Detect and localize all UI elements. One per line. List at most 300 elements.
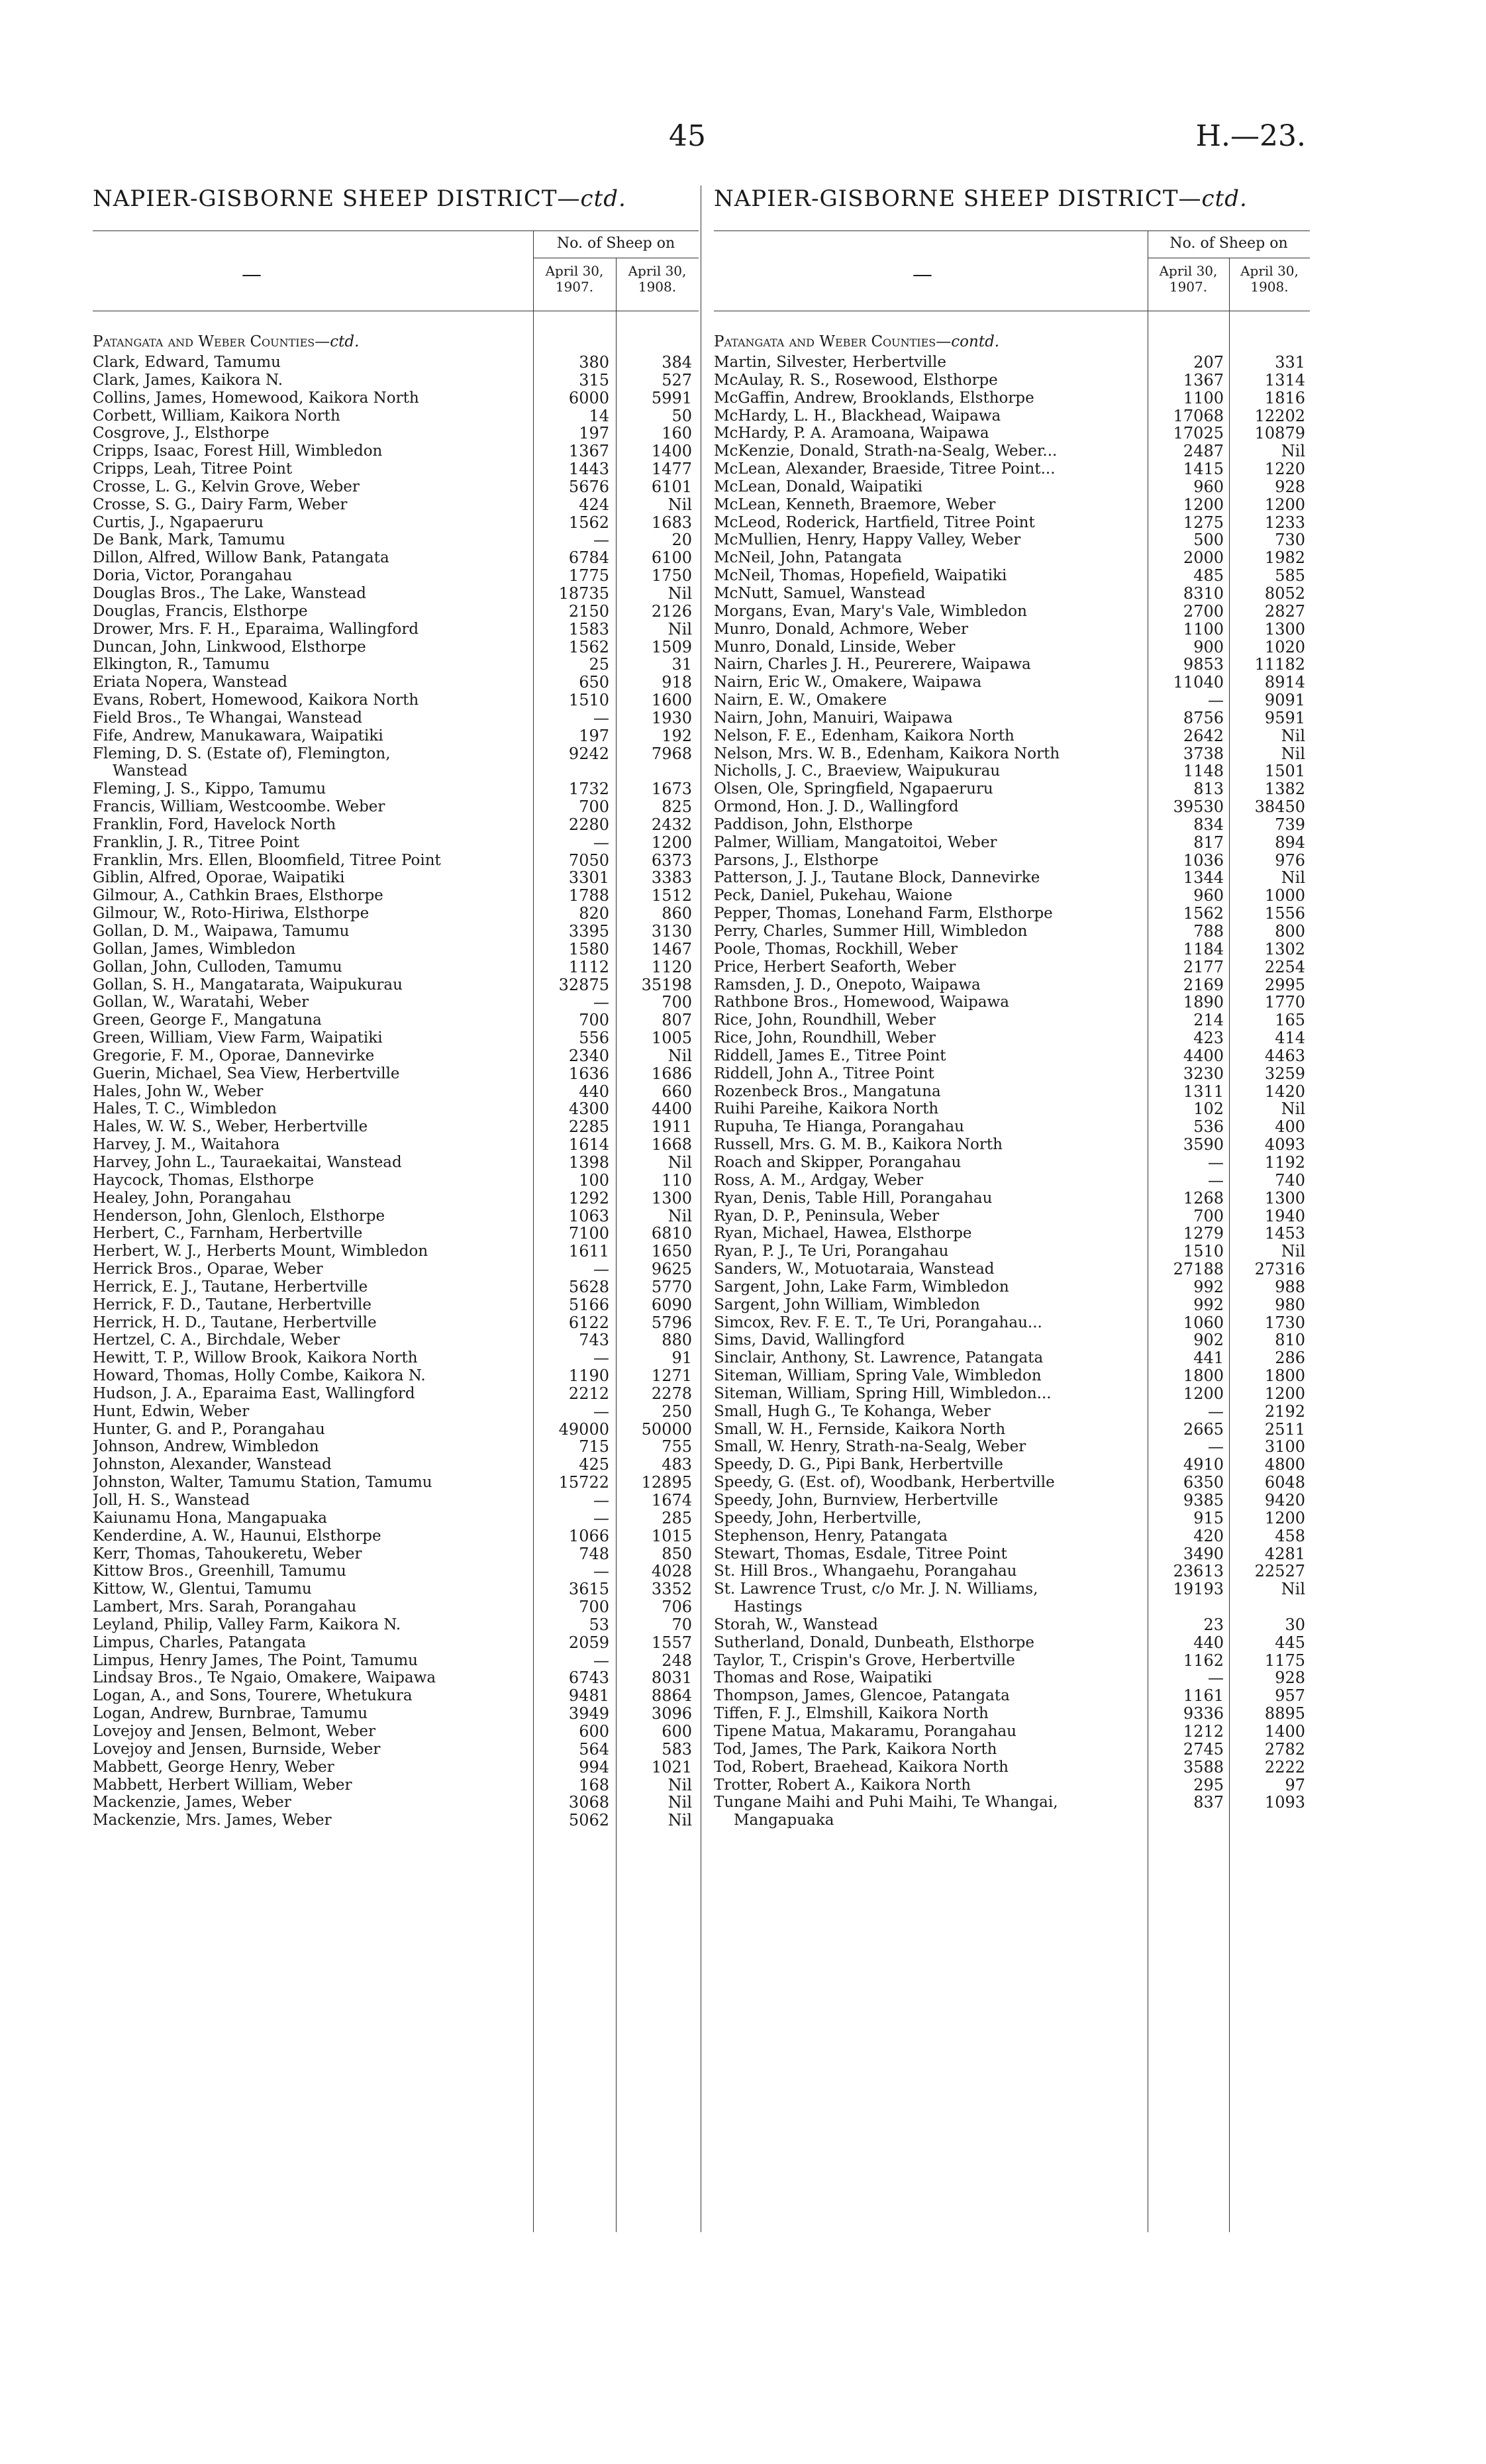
table-row	[714, 674, 1310, 692]
sheep-1907: 6000	[568, 388, 609, 407]
holder-name: Ryan, D. P., Peninsula, Weber	[714, 1207, 940, 1225]
holder-name: McHardy, L. H., Blackhead, Waipawa	[714, 407, 1001, 425]
sheep-1907: 1112	[568, 957, 609, 976]
sheep-1908: 1200	[651, 833, 692, 852]
sheep-1907: 992	[1193, 1295, 1224, 1314]
holder-name: Gollan, S. H., Mangatarata, Waipukurau	[93, 976, 403, 994]
holder-name: Fleming, D. S. (Estate of), Flemington,	[93, 744, 391, 762]
sheep-1908: 250	[662, 1402, 692, 1421]
table-row	[714, 1669, 1310, 1687]
holder-name: Paddison, John, Elsthorpe	[714, 815, 913, 833]
table-row	[714, 1385, 1310, 1403]
left-rule-2	[616, 278, 617, 2232]
sheep-1908: 9420	[1264, 1491, 1305, 1510]
table-row	[93, 727, 699, 745]
table-row	[93, 745, 699, 763]
table-row	[93, 531, 699, 549]
holder-name: Eriata Nopera, Wanstead	[93, 674, 288, 692]
table-row	[714, 994, 1310, 1011]
holder-name: Hunter, G. and P., Porangahau	[93, 1420, 325, 1438]
sheep-1908: 1453	[1264, 1224, 1305, 1243]
sheep-1907: —	[593, 833, 609, 852]
holder-name: Palmer, William, Mangatoitoi, Weber	[714, 833, 997, 851]
sheep-1907: 1184	[1183, 939, 1224, 958]
sheep-1907: 8756	[1183, 708, 1224, 727]
sheep-1907: 1367	[1183, 370, 1224, 389]
sheep-1907: —	[593, 1508, 609, 1527]
sheep-1907: 1443	[568, 460, 609, 479]
sheep-1908: 3130	[651, 922, 692, 941]
sheep-1908: 928	[1275, 1668, 1305, 1688]
sheep-1908: 1501	[1264, 762, 1305, 781]
table-row	[714, 531, 1310, 549]
table-row	[714, 1456, 1310, 1474]
sheep-1908: 6810	[651, 1224, 692, 1243]
sheep-1907: 1100	[1183, 388, 1224, 407]
table-row	[714, 1634, 1310, 1652]
sheep-1908: Nil	[1281, 1242, 1305, 1261]
sheep-1908: 1600	[651, 691, 692, 710]
holder-name: Limpus, Henry James, The Point, Tamumu	[93, 1651, 418, 1669]
sheep-1908: 583	[662, 1739, 692, 1759]
sheep-1908: 6101	[651, 477, 692, 496]
sheep-1907: 3588	[1183, 1757, 1224, 1776]
sheep-1907: 441	[1193, 1349, 1224, 1368]
sheep-1908: 1400	[1264, 1721, 1305, 1741]
table-row	[93, 762, 699, 780]
sheep-1908: 1233	[1264, 513, 1305, 532]
table-row	[714, 1794, 1310, 1812]
sheep-1907: 23	[1203, 1615, 1224, 1634]
sheep-1908: 2511	[1264, 1419, 1305, 1439]
holder-name: Munro, Donald, Achmore, Weber	[714, 620, 969, 638]
sheep-1907: 5628	[568, 1277, 609, 1296]
sheep-1907: 700	[1193, 1206, 1224, 1225]
sheep-1908: 1005	[651, 1029, 692, 1048]
sheep-1908: 2278	[651, 1384, 692, 1403]
holder-name: Francis, William, Westcoombe. Weber	[93, 798, 385, 816]
holder-name: Joll, H. S., Wanstead	[93, 1492, 250, 1509]
sheep-1907: 485	[1193, 566, 1224, 586]
holder-name: McHardy, P. A. Aramoana, Waipawa	[714, 425, 989, 442]
sheep-1908: 27316	[1254, 1260, 1305, 1279]
holder-name: Kaiunamu Hona, Mangapuaka	[93, 1509, 327, 1527]
table-row	[93, 1669, 699, 1687]
table-row	[93, 816, 699, 834]
table-row	[93, 1616, 699, 1634]
sheep-1908: 4028	[651, 1562, 692, 1581]
sheep-1907: 1580	[568, 939, 609, 958]
sheep-1907: 1614	[568, 1135, 609, 1155]
holder-name: Nelson, F. E., Edenham, Kaikora North	[714, 727, 1015, 744]
holder-name: Guerin, Michael, Sea View, Herbertville	[93, 1064, 400, 1082]
sheep-1907: —	[1208, 691, 1224, 710]
sheep-1908: 2827	[1264, 601, 1305, 621]
holder-name: Stewart, Thomas, Esdale, Titree Point	[714, 1545, 1007, 1563]
sheep-1907: 207	[1193, 353, 1224, 372]
table-row	[93, 1794, 699, 1812]
sheep-1908: 1200	[1264, 1508, 1305, 1527]
sheep-1908: 97	[1285, 1775, 1305, 1794]
sheep-1907: 564	[579, 1739, 609, 1759]
table-row	[714, 905, 1310, 923]
holder-name: Olsen, Ole, Springfield, Ngapaeruru	[714, 780, 993, 798]
sheep-1907: 743	[579, 1331, 609, 1350]
table-row	[714, 1118, 1310, 1136]
holder-name: Tipene Matua, Makaramu, Porangahau	[714, 1722, 1016, 1740]
sheep-1907: 700	[579, 797, 609, 817]
table-row	[93, 1634, 699, 1652]
right-rule-2	[1229, 278, 1230, 2232]
sheep-1908: 1400	[651, 442, 692, 461]
holder-name: Mabbett, Herbert William, Weber	[93, 1776, 352, 1794]
left-column-title: NAPIER-GISBORNE SHEEP DISTRICT—ctd.	[93, 185, 626, 212]
holder-name: Ormond, Hon. J. D., Wallingford	[714, 798, 959, 816]
holder-name: Storah, W., Wanstead	[714, 1616, 878, 1633]
sheep-1907: 1190	[568, 1366, 609, 1386]
holder-name: Johnston, Alexander, Wanstead	[93, 1456, 332, 1474]
holder-name: Tiffen, F. J., Elmshill, Kaikora North	[714, 1705, 989, 1723]
sheep-1908: 1800	[1264, 1366, 1305, 1386]
sheep-1907: 32875	[558, 975, 609, 994]
holder-name: Russell, Mrs. G. M. B., Kaikora North	[714, 1136, 1003, 1154]
sheep-1908: 1911	[651, 1117, 692, 1137]
table-row	[93, 1136, 699, 1154]
table-row	[93, 1759, 699, 1776]
sheep-1908: 3096	[651, 1704, 692, 1723]
sheep-1908: 1120	[651, 957, 692, 976]
table-row	[714, 567, 1310, 585]
holder-name: Tungane Maihi and Puhi Maihi, Te Whangai,	[714, 1794, 1058, 1812]
holder-name: Munro, Donald, Linside, Weber	[714, 638, 956, 656]
sheep-1908: 700	[662, 993, 692, 1012]
table-row	[93, 639, 699, 656]
table-row	[93, 905, 699, 923]
sheep-1907: 715	[579, 1437, 609, 1457]
sheep-1908: 600	[662, 1721, 692, 1741]
sheep-1908: 1420	[1264, 1082, 1305, 1101]
holder-name: Fleming, J. S., Kippo, Tamumu	[93, 780, 326, 798]
sheep-1907: 7050	[568, 850, 609, 870]
table-row	[93, 460, 699, 478]
sheep-1908: 1512	[651, 886, 692, 905]
sheep-1908: 2254	[1264, 957, 1305, 976]
table-row	[93, 1172, 699, 1190]
holder-name: McLean, Alexander, Braeside, Titree Point...	[714, 460, 1056, 478]
holder-name: Nairn, Charles J. H., Peurerere, Waipawa	[714, 656, 1031, 674]
sheep-1907: 49000	[558, 1419, 609, 1439]
holder-name: Gollan, W., Waratahi, Weber	[93, 994, 309, 1011]
table-row	[714, 869, 1310, 887]
table-row	[714, 852, 1310, 870]
sheep-1908: 6090	[651, 1295, 692, 1314]
sheep-1907: 8310	[1183, 584, 1224, 603]
table-row	[714, 1598, 1310, 1616]
sheep-1908: 1382	[1264, 780, 1305, 799]
table-row	[93, 709, 699, 727]
table-row	[714, 1331, 1310, 1349]
holder-name: Herrick, F. D., Tautane, Herbertville	[93, 1296, 372, 1313]
sheep-1907: 1292	[568, 1188, 609, 1207]
holder-name: Limpus, Charles, Patangata	[93, 1633, 307, 1651]
table-row	[714, 1563, 1310, 1580]
sheep-1907: 1636	[568, 1064, 609, 1083]
table-row	[93, 1047, 699, 1065]
holder-name: Gilmour, W., Roto-Hiriwa, Elsthorpe	[93, 905, 370, 923]
sheep-1908: 1982	[1264, 548, 1305, 568]
holder-name: Franklin, J. R., Titree Point	[93, 833, 300, 851]
sheep-1907: 2700	[1183, 601, 1224, 621]
sheep-1908: 1668	[651, 1135, 692, 1155]
table-row	[714, 780, 1310, 798]
holder-name: Rozenbeck Bros., Mangatuna	[714, 1082, 941, 1100]
sheep-1907: 9385	[1183, 1491, 1224, 1510]
right-section-heading: Patangata and Weber Counties—contd.	[714, 333, 1000, 350]
sheep-1908: 1020	[1264, 637, 1305, 656]
table-row	[93, 1029, 699, 1047]
holder-name: Sargent, John, Lake Farm, Wimbledon	[714, 1278, 1009, 1296]
sheep-1907: 4300	[568, 1100, 609, 1119]
holder-name: Riddell, John A., Titree Point	[714, 1064, 934, 1082]
holder-name: Sinclair, Anthony, St. Lawrence, Patangata	[714, 1349, 1044, 1367]
table-row	[93, 1421, 699, 1439]
sheep-1908: 1509	[651, 637, 692, 656]
sheep-1907: 25	[589, 655, 609, 674]
holder-name: Gollan, James, Wimbledon	[93, 940, 296, 958]
left-rows	[93, 354, 699, 1829]
sheep-1907: 6743	[568, 1668, 609, 1688]
table-row	[93, 1510, 699, 1527]
sheep-1908: 286	[1275, 1349, 1305, 1368]
holder-name: Duncan, John, Linkwood, Elsthorpe	[93, 638, 366, 656]
table-row	[714, 442, 1310, 460]
sheep-1908: Nil	[668, 495, 692, 514]
sheep-1907: 1562	[568, 637, 609, 656]
holder-name: Trotter, Robert A., Kaikora North	[714, 1776, 971, 1794]
left-col-1907: April 30, 1907.	[545, 263, 604, 295]
sheep-1908: 1673	[651, 780, 692, 799]
sheep-1907: 2059	[568, 1633, 609, 1652]
sheep-1908: 660	[662, 1082, 692, 1101]
holder-name: Martin, Silvester, Herbertville	[714, 354, 947, 371]
sheep-1907: 39530	[1173, 797, 1224, 817]
table-row	[714, 1812, 1310, 1829]
sheep-1908: 706	[662, 1598, 692, 1617]
holder-name: St. Hill Bros., Whangaehu, Porangahau	[714, 1563, 1017, 1580]
sheep-1907: 9336	[1183, 1704, 1224, 1723]
sheep-1907: 53	[589, 1615, 609, 1634]
sheep-1908: Nil	[668, 584, 692, 603]
sheep-1907: 3949	[568, 1704, 609, 1723]
holder-name: Clark, Edward, Tamumu	[93, 354, 281, 371]
sheep-1907: 1510	[1183, 1242, 1224, 1261]
sheep-1907: 902	[1193, 1331, 1224, 1350]
sheep-1907: 15722	[558, 1473, 609, 1492]
holder-name: Tod, Robert, Braehead, Kaikora North	[714, 1758, 1009, 1776]
sheep-1908: 4800	[1264, 1455, 1305, 1474]
holder-name: Morgans, Evan, Mary's Vale, Wimbledon	[714, 602, 1027, 620]
sheep-1907: 9481	[568, 1686, 609, 1706]
sheep-1907: 900	[1193, 637, 1224, 656]
sheep-1908: 6373	[651, 850, 692, 870]
holder-name: Ryan, Michael, Hawea, Elsthorpe	[714, 1225, 972, 1243]
sheep-1908: 1175	[1264, 1651, 1305, 1670]
table-row	[93, 976, 699, 994]
sheep-1907: 11040	[1173, 673, 1224, 692]
sheep-1908: 1302	[1264, 939, 1305, 958]
holder-name: Lindsay Bros., Te Ngaio, Omakere, Waipawa	[93, 1669, 436, 1687]
sheep-1907: 1415	[1183, 460, 1224, 479]
sheep-1907: 2177	[1183, 957, 1224, 976]
sheep-1908: 4281	[1264, 1544, 1305, 1563]
sheep-1907: —	[593, 1260, 609, 1279]
table-row	[714, 1278, 1310, 1296]
table-row	[93, 1225, 699, 1243]
table-row	[714, 1207, 1310, 1225]
table-row	[93, 496, 699, 514]
holder-name: Fife, Andrew, Manukawara, Waipatiki	[93, 727, 383, 744]
sheep-1907: 500	[1193, 531, 1224, 550]
table-row	[714, 514, 1310, 532]
sheep-1907: —	[593, 1562, 609, 1581]
table-row	[714, 709, 1310, 727]
sheep-1908: 1200	[1264, 1384, 1305, 1403]
table-row	[93, 354, 699, 372]
table-row	[93, 1296, 699, 1314]
sheep-1907: 1161	[1183, 1686, 1224, 1706]
table-row	[93, 1403, 699, 1421]
sheep-1908: 5796	[651, 1313, 692, 1332]
holder-name: McLeod, Roderick, Hartfield, Titree Point	[714, 513, 1035, 531]
sheep-1908: 400	[1275, 1117, 1305, 1137]
table-row	[714, 639, 1310, 656]
sheep-1907: 650	[579, 673, 609, 692]
holder-name: Wanstead	[113, 762, 188, 780]
sheep-1908: 730	[1275, 531, 1305, 550]
sheep-1907: 788	[1193, 922, 1224, 941]
sheep-1908: 860	[662, 904, 692, 923]
table-row	[93, 1260, 699, 1278]
table-row	[93, 1812, 699, 1829]
table-row	[93, 1314, 699, 1332]
table-row	[93, 834, 699, 852]
holder-name: Howard, Thomas, Holly Combe, Kaikora N.	[93, 1367, 426, 1385]
holder-name: Gollan, D. M., Waipawa, Tamumu	[93, 923, 350, 940]
holder-name: Kittow, W., Glentui, Tamumu	[93, 1580, 312, 1598]
sheep-1908: 414	[1275, 1029, 1305, 1048]
table-row	[93, 1687, 699, 1705]
sheep-1908: 12895	[641, 1473, 692, 1492]
sheep-1907: 960	[1193, 886, 1224, 905]
table-row	[93, 1545, 699, 1563]
right-rows	[714, 354, 1310, 1829]
holder-name: Lovejoy and Jensen, Burnside, Weber	[93, 1740, 381, 1758]
sheep-1907: 3738	[1183, 744, 1224, 763]
holder-name: Ramsden, J. D., Onepoto, Waipawa	[714, 976, 981, 994]
table-row	[714, 1474, 1310, 1492]
sheep-1907: 7100	[568, 1224, 609, 1243]
sheep-1908: 2432	[651, 815, 692, 834]
sheep-1908: 918	[662, 673, 692, 692]
table-row	[93, 1563, 699, 1580]
sheep-1907: 18735	[558, 584, 609, 603]
page-number: 45	[669, 119, 706, 153]
table-row	[93, 869, 699, 887]
table-row	[714, 1100, 1310, 1118]
sheep-1907: —	[593, 1349, 609, 1368]
holder-name: McLean, Donald, Waipatiki	[714, 478, 923, 495]
sheep-1907: 536	[1193, 1117, 1224, 1137]
holder-name: Speedy, John, Burnview, Herbertville	[714, 1492, 999, 1509]
sheep-1908: 1093	[1264, 1793, 1305, 1812]
sheep-1907: 1063	[568, 1206, 609, 1225]
table-row	[93, 1580, 699, 1598]
sheep-1907: 992	[1193, 1277, 1224, 1296]
sheep-1908: 1300	[651, 1188, 692, 1207]
holder-name: Ryan, P. J., Te Uri, Porangahau	[714, 1243, 949, 1260]
table-row	[714, 1260, 1310, 1278]
holder-name: Herrick Bros., Oparae, Weber	[93, 1260, 323, 1278]
sheep-1908: 6100	[651, 548, 692, 568]
holder-name: Taylor, T., Crispin's Grove, Herbertville	[714, 1651, 1015, 1669]
sheep-1907: 315	[579, 370, 609, 389]
holder-name: Hudson, J. A., Eparaima East, Wallingford	[93, 1384, 415, 1402]
holder-name: Speedy, G. (Est. of), Woodbank, Herbertville	[714, 1474, 1055, 1492]
table-row	[93, 1385, 699, 1403]
table-row	[714, 941, 1310, 958]
sheep-1908: Nil	[1281, 868, 1305, 888]
holder-name: Corbett, William, Kaikora North	[93, 407, 340, 425]
sheep-1908: Nil	[1281, 1580, 1305, 1599]
table-row	[714, 1723, 1310, 1741]
table-row	[714, 1136, 1310, 1154]
sheep-1907: 1510	[568, 691, 609, 710]
sheep-1907: 2487	[1183, 442, 1224, 461]
holder-name: Speedy, D. G., Pipi Bank, Herbertville	[714, 1456, 1003, 1474]
right-column-title: NAPIER-GISBORNE SHEEP DISTRICT—ctd.	[714, 185, 1248, 212]
sheep-1908: 2192	[1264, 1402, 1305, 1421]
table-row	[714, 1652, 1310, 1670]
table-row	[714, 372, 1310, 389]
sheep-1907: 423	[1193, 1029, 1224, 1048]
sheep-1907: 1268	[1183, 1188, 1224, 1207]
sheep-1908: 50000	[641, 1419, 692, 1439]
sheep-1908: 192	[662, 726, 692, 745]
sheep-1907: 5166	[568, 1295, 609, 1314]
holder-name: Gollan, John, Culloden, Tamumu	[93, 958, 342, 976]
sheep-1908: 4463	[1264, 1046, 1305, 1065]
sheep-1907: 1148	[1183, 762, 1224, 781]
holder-name: Siteman, William, Spring Vale, Wimbledon	[714, 1367, 1042, 1385]
sheep-1908: 384	[662, 353, 692, 372]
sheep-1908: 928	[1275, 477, 1305, 496]
table-row	[714, 1545, 1310, 1563]
table-row	[93, 1741, 699, 1759]
sheep-1908: 10879	[1254, 424, 1305, 443]
holder-name: Small, W. H., Fernside, Kaikora North	[714, 1420, 1006, 1438]
holder-name: Evans, Robert, Homewood, Kaikora North	[93, 692, 419, 709]
holder-name: Nairn, E. W., Omakere	[714, 692, 887, 709]
table-row	[714, 1403, 1310, 1421]
sheep-1907: 1275	[1183, 513, 1224, 532]
sheep-1908: 1686	[651, 1064, 692, 1083]
sheep-1907: 1890	[1183, 993, 1224, 1012]
sheep-1907: 1060	[1183, 1313, 1224, 1332]
table-row	[714, 621, 1310, 639]
table-row	[714, 603, 1310, 621]
table-row	[93, 1527, 699, 1545]
sheep-1907: 813	[1193, 780, 1224, 799]
